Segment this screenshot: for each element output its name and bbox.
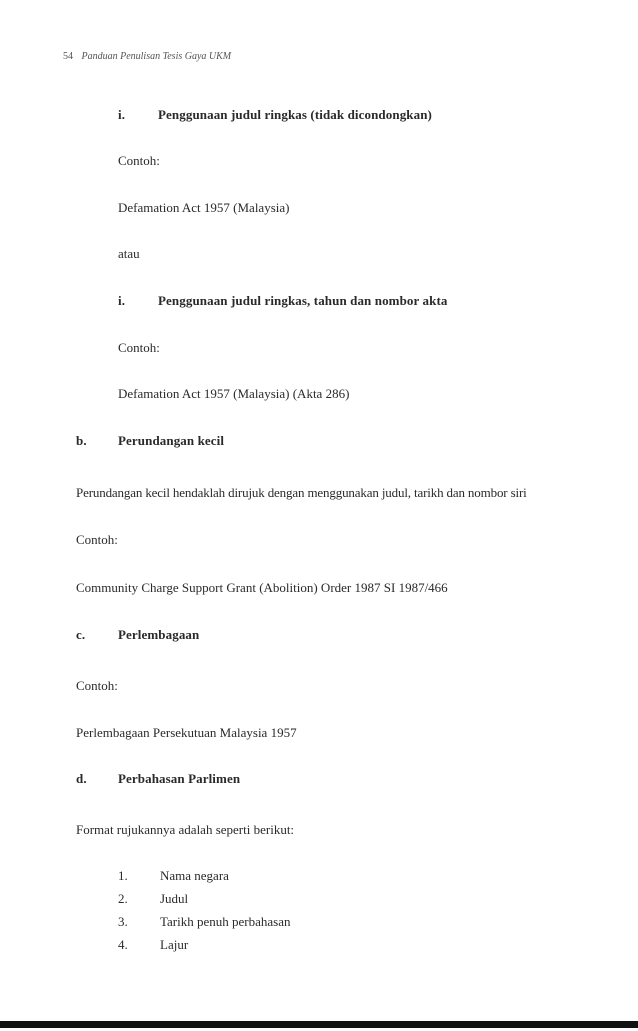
subsection-marker: i. [118,293,126,308]
subsection-heading: Penggunaan judul ringkas, tahun dan nombor akta [158,293,448,308]
running-header [63,51,231,62]
list-item: Nama negara [160,868,229,883]
section-marker: b. [76,433,87,448]
list-item: Tarikh penuh perbahasan [160,914,291,929]
subsection-marker: i. [118,107,126,122]
section-heading: Perundangan kecil [118,433,225,448]
example-text: Community Charge Support Grant (Abolition) Order 1987 SI 1987/466 [76,580,448,595]
example-label: Contoh: [118,340,160,355]
list-number: 2. [118,891,128,906]
running-title: Panduan Penulisan Tesis Gaya UKM [81,51,232,62]
example-text: Perlembagaan Persekutuan Malaysia 1957 [76,725,297,740]
body-text: Perundangan kecil hendaklah dirujuk dengan menggunakan judul, tarikh dan nombor siri [76,485,527,500]
list-item: Lajur [160,937,189,952]
subsection-heading: Penggunaan judul ringkas (tidak dicondongkan) [158,107,432,122]
list-number: 3. [118,914,128,929]
example-label: Contoh: [76,532,118,547]
section-marker: c. [76,627,86,642]
or-text: atau [118,246,140,261]
example-label: Contoh: [76,678,118,693]
example-label: Contoh: [118,153,160,168]
page-number: 54 [63,51,73,62]
list-number: 4. [118,937,128,952]
list-number: 1. [118,868,128,883]
section-heading: Perlembagaan [118,627,200,642]
body-text: Format rujukannya adalah seperti berikut: [76,822,295,837]
section-marker: d. [76,771,87,786]
list-item: Judul [160,891,189,906]
bottom-rule [0,1021,638,1028]
example-text: Defamation Act 1957 (Malaysia) [118,200,290,215]
section-heading: Perbahasan Parlimen [118,771,241,786]
example-text: Defamation Act 1957 (Malaysia) (Akta 286) [118,386,350,401]
